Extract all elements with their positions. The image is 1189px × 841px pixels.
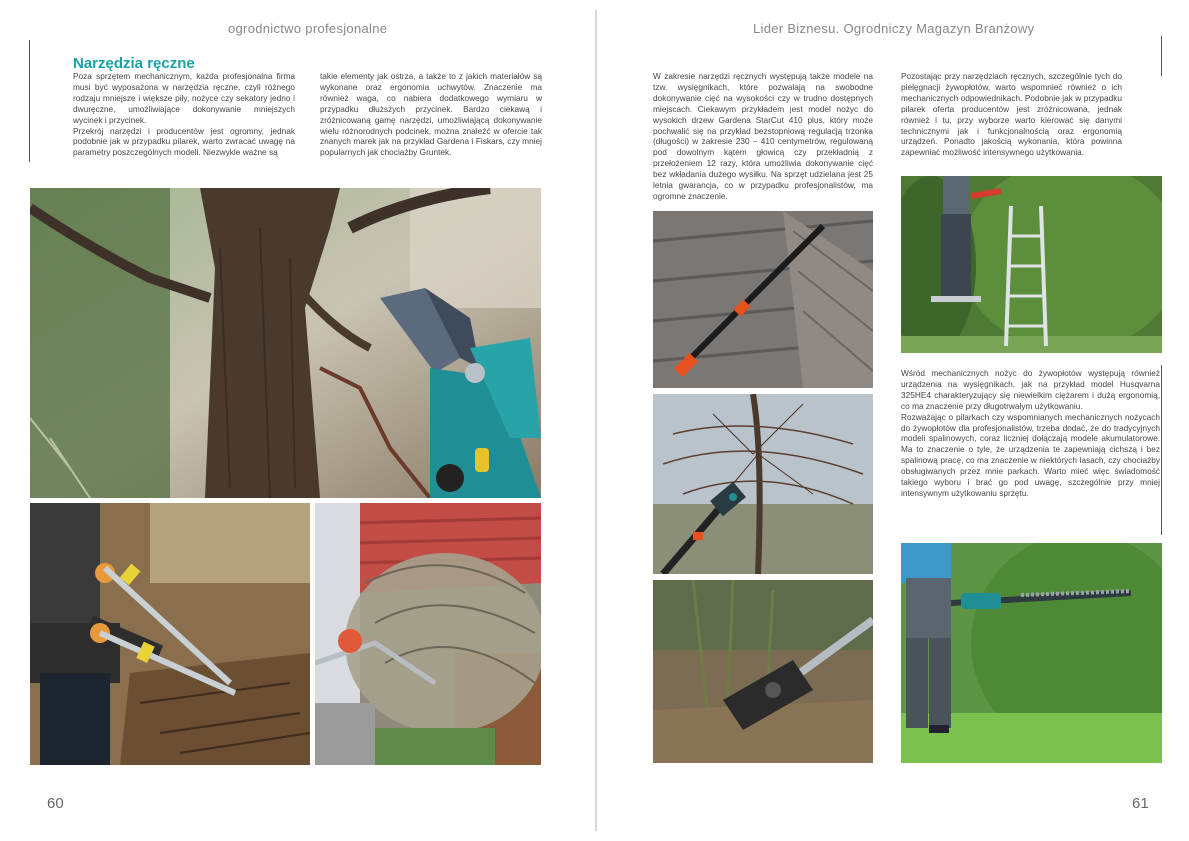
photo-pruner-ground <box>653 580 873 763</box>
page-number-right: 61 <box>1132 795 1149 812</box>
running-head-right: Lider Biznesu. Ogrodniczy Magazyn Branżowy <box>753 21 1035 36</box>
photo-pruner-head <box>653 394 873 574</box>
article-column-2 <box>320 71 542 158</box>
article-column-2 <box>901 71 1122 158</box>
running-head-left: ogrodnictwo profesjonalne <box>228 21 388 36</box>
section-title: Narzędzia ręczne <box>73 55 195 72</box>
article-column-1 <box>653 71 873 202</box>
right-page <box>597 0 1189 841</box>
paragraph: W zakresie narzędzi ręcznych występują także modele na tzw. wysięgnikach, które pozwalają na swobodne dokonywanie cięć na wysokości czy w trudno dostępnych miejscach. Ciekawym przykładem jest model nożyc do wysokich drzew Gardena StarCut 410 plus, który może pochwalić się na przykład bezstopniową regulacją trzonka (długości) w zakresie 230 – 410 centymetrów, regulowaną pod dowolnym kątem głowicą czy przekładnią z przełożeniem 12 razy, która umożliwia dokonywanie cięć bez wkładania dużego wysiłku. Na sprzęt udzielana jest 25 letnia gwarancja, co w przypadku profesjonalistów, ma ogromne znaczenie. <box>653 71 873 201</box>
margin-rule-right-lower <box>1161 365 1162 535</box>
paragraph: Poza sprzętem mechanicznym, każda profesjonalna firma musi być wyposażona w narzędzia ręczne, czyli różnego rodzaju mniejsze i większe piły, nożyce czy sekatory jedno i dwuręczne, umożliwiające dokonywanie mniejszych wycinek i przycinek. <box>73 71 295 125</box>
photo-pole-pruner <box>653 211 873 388</box>
page-number-left: 60 <box>47 795 64 812</box>
photo-ladder-hedge <box>901 176 1162 353</box>
paragraph: Wśród mechanicznych nożyc do żywopłotów występują również urządzenia na wysięgnikach, jak na przykład model Husqvarna 325HE4 charakteryzujący się niewielkim ciężarem i dużą ergonomią, co ma znaczenie przy długotrwałym użytkowaniu. <box>901 368 1160 411</box>
article-column-3 <box>901 368 1160 499</box>
photo-hedge-trimmer <box>901 543 1162 763</box>
margin-rule-right <box>1161 36 1162 76</box>
photo-pine-pruner <box>30 188 541 498</box>
paragraph: Przekrój narzędzi i producentów jest ogromny, jednak podobnie jak w przypadku pilarek, warto zwracać uwagę na parametry poszczególnych modeli. Niezwykle ważne są <box>73 125 295 158</box>
photo-shears-hedge <box>315 503 541 765</box>
article-column-1 <box>73 71 295 158</box>
paragraph: Pozostając przy narzędziach ręcznych, szczególnie tych do pielęgnacji żywopłotów, warto wspomnieć również o ich mechanicznych odpowiednikach. Podobnie jak w przypadku pilarek oferta producentów jest zróżnicowana, jednak również i tu, przy wyborze warto kierować się danymi technicznymi jak i funkcjonalnością oraz ergonomią urządzeń. Ponadto jakością wykonania, która powinna zapewniać możliwość intensywnego użytkowania. <box>901 71 1122 158</box>
photo-loppers <box>30 503 310 765</box>
paragraph: Rozważając o pilarkach czy wspomnianych mechanicznych nożycach do żywopłotów dla profesjonalistów, trzeba dodać, że do tradycyjnych modeli spalinowych, coraz liczniej dołączają modele akumulatorowe. Ma to znaczenie o tyle, że urządzenia te zapewniają cichszą i bez spalinową pracę, co ma znaczenie w niektórych lasach, czy chociażby obsługiwanych przez mnie parkach. Warto mieć więc świadomość takiego wyboru i brać go pod uwagę, szczególnie przy mniej intensywnym użytkowaniu sprzętu. <box>901 411 1160 498</box>
paragraph: takie elementy jak ostrza, a także to z jakich materiałów są wykonane oraz ergonomia uchwytów. Znaczenie ma również waga, co nabiera dodatkowego wymiaru w przypadku dłuższych przycinek. Bardzo ciekawą i zróżnicowaną gamę narzędzi, umożliwiającą dokonywanie wielu różnorodnych podcinek, można znaleźć w ofercie tak znanych marek jak na przykład Gardena i Fiskars, czy mniej popularnych jak chociażby Gruntek. <box>320 71 542 158</box>
margin-rule-left <box>29 40 30 162</box>
